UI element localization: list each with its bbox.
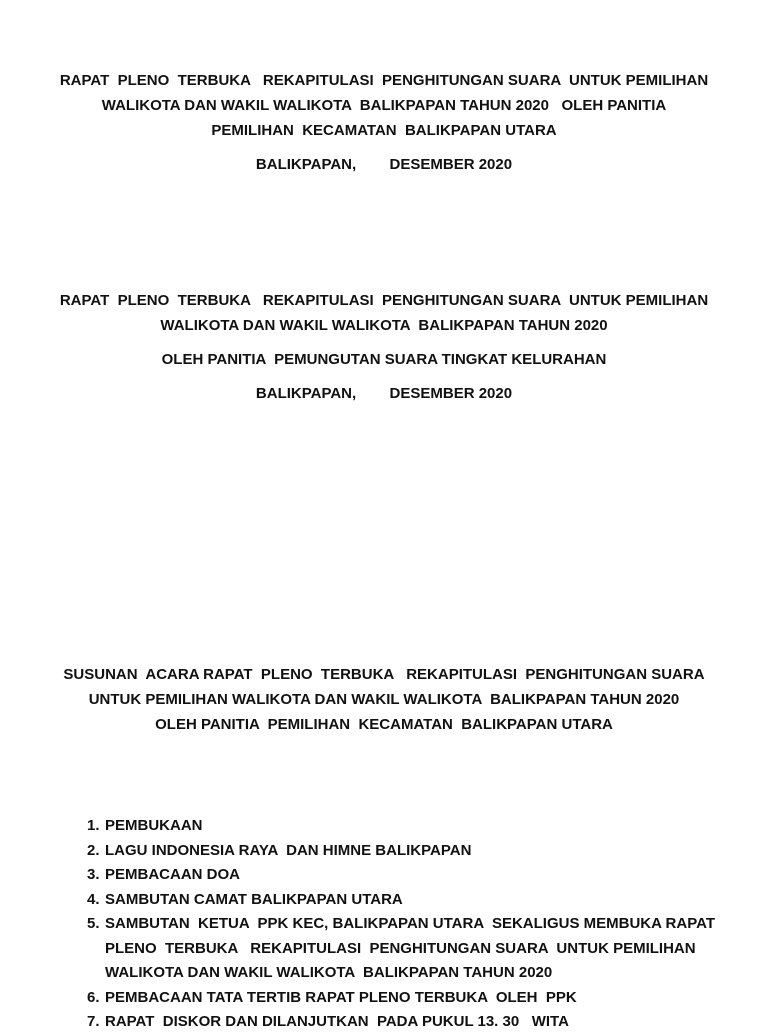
- agenda-text: PEMBACAAN TATA TERTIB RAPAT PLENO TERBUKA OLEH PPK: [105, 988, 577, 1006]
- agenda-item: [87, 814, 727, 839]
- agenda-item: [87, 888, 727, 913]
- agenda-item: [87, 863, 727, 888]
- agenda-number: 2.: [87, 841, 100, 859]
- agenda-text: PEMBACAAN DOA: [105, 866, 240, 883]
- agenda-item: [87, 839, 727, 864]
- date-line: BALIKPAPAN, DESEMBER 2020: [255, 156, 513, 173]
- date-line: BALIKPAPAN, DESEMBER 2020: [255, 385, 513, 402]
- heading-line: OLEH PANITIA PEMILIHAN KECAMATAN BALIKPAPAN UTARA: [155, 716, 613, 733]
- heading-line: SUSUNAN ACARA RAPAT PLENO TERBUKA REKAPITULASI PENGHITUNGAN SUARA: [63, 666, 705, 683]
- agenda-text: RAPAT DISKOR DAN DILANJUTKAN PADA PUKUL 13. 30 WITA: [105, 1013, 569, 1030]
- agenda-item: [87, 1010, 727, 1035]
- heading-susunan-acara: [0, 662, 768, 737]
- agenda-text: SAMBUTAN KETUA PPK KEC, BALIKPAPAN UTARA SEKALIGUS MEMBUKA RAPAT PLENO TERBUKA REKAPITULASI PENGHITUNGAN SUARA UNTUK PEMILIHAN WALIKOTA DAN WAKIL WALIKOTA BALIKPAPAN TAHUN 2020: [105, 915, 720, 981]
- agenda-number: 7.: [87, 1013, 100, 1030]
- agenda-number: 3.: [87, 866, 100, 883]
- heading-line: RAPAT PLENO TERBUKA REKAPITULASI PENGHITUNGAN SUARA UNTUK PEMILIHAN: [59, 72, 709, 89]
- agenda-number: 6.: [87, 988, 100, 1006]
- agenda-text: LAGU INDONESIA RAYA DAN HIMNE BALIKPAPAN: [105, 841, 472, 859]
- heading-line: WALIKOTA DAN WAKIL WALIKOTA BALIKPAPAN TAHUN 2020: [160, 317, 608, 334]
- agenda-list: [87, 814, 727, 1035]
- agenda-number: 5.: [87, 915, 100, 932]
- heading-line: WALIKOTA DAN WAKIL WALIKOTA BALIKPAPAN TAHUN 2020 OLEH PANITIA: [101, 97, 667, 114]
- agenda-number: 1.: [87, 817, 100, 834]
- agenda-text: PEMBUKAAN: [105, 817, 203, 834]
- heading-line: OLEH PANITIA PEMUNGUTAN SUARA TINGKAT KELURAHAN: [161, 351, 607, 368]
- agenda-number: 4.: [87, 890, 100, 908]
- heading-line: RAPAT PLENO TERBUKA REKAPITULASI PENGHITUNGAN SUARA UNTUK PEMILIHAN: [59, 292, 709, 309]
- heading-line: UNTUK PEMILIHAN WALIKOTA DAN WAKIL WALIKOTA BALIKPAPAN TAHUN 2020: [88, 691, 680, 708]
- agenda-item: [87, 986, 727, 1011]
- heading-pleno-kecamatan: [0, 68, 768, 177]
- heading-pleno-kelurahan: [0, 288, 768, 406]
- heading-line: PEMILIHAN KECAMATAN BALIKPAPAN UTARA: [211, 122, 557, 139]
- agenda-text: SAMBUTAN CAMAT BALIKPAPAN UTARA: [105, 890, 403, 908]
- agenda-item: [87, 912, 727, 986]
